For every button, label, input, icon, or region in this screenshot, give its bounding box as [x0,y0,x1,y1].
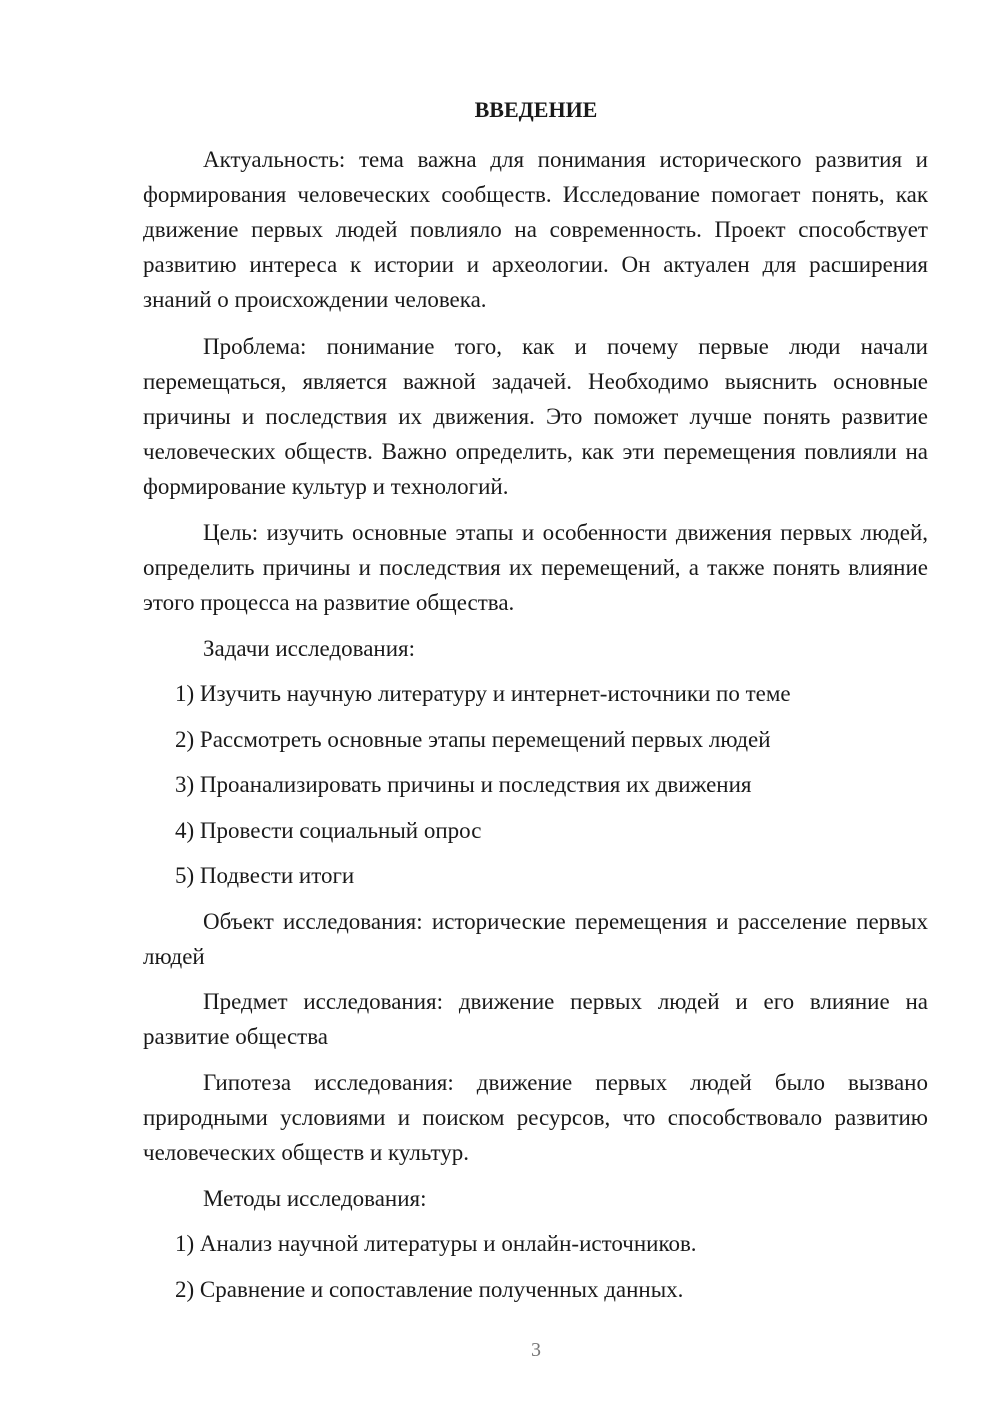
task-item: 5) Подвести итоги [175,863,355,888]
page-number: 3 [531,1339,541,1361]
method-item: 2) Сравнение и сопоставление полученных данных. [175,1277,684,1302]
goal-paragraph: Цель: изучить основные этапы и особенности движения первых людей, определить причины и последствия их перемещений, а также понять влияние этого процесса на развитие общества. [143,520,928,615]
object-paragraph: Объект исследования: исторические перемещения и расселение первых людей [143,909,928,969]
methods-heading: Методы исследования: [203,1186,427,1211]
task-item: 1) Изучить научную литературу и интернет-источники по теме [175,681,791,706]
tasks-heading: Задачи исследования: [203,636,416,661]
method-item: 1) Анализ научной литературы и онлайн-источников. [175,1231,697,1256]
task-item: 4) Провести социальный опрос [175,818,482,843]
task-item: 3) Проанализировать причины и последствия их движения [175,772,752,797]
subject-paragraph: Предмет исследования: движение первых людей и его влияние на развитие общества [143,989,928,1049]
relevance-paragraph: Актуальность: тема важна для понимания исторического развития и формирования человеческих сообществ. Исследование помогает понять, как движение первых людей повлияло на современность. Проект способствует развитию интереса к истории и археологии. Он актуален для расширения знаний о происхождении человека. [143,147,928,312]
task-item: 2) Рассмотреть основные этапы перемещений первых людей [175,727,771,752]
page-title: ВВЕДЕНИЕ [474,97,598,122]
hypothesis-paragraph: Гипотеза исследования: движение первых людей было вызвано природными условиями и поиском ресурсов, что способствовало развитию человеческих обществ и культур. [143,1070,928,1165]
problem-paragraph: Проблема: понимание того, как и почему первые люди начали перемещаться, является важной задачей. Необходимо выяснить основные причины и последствия их движения. Это поможет лучше понять развитие человеческих обществ. Важно определить, как эти перемещения повлияли на формирование культур и технологий. [143,334,928,499]
